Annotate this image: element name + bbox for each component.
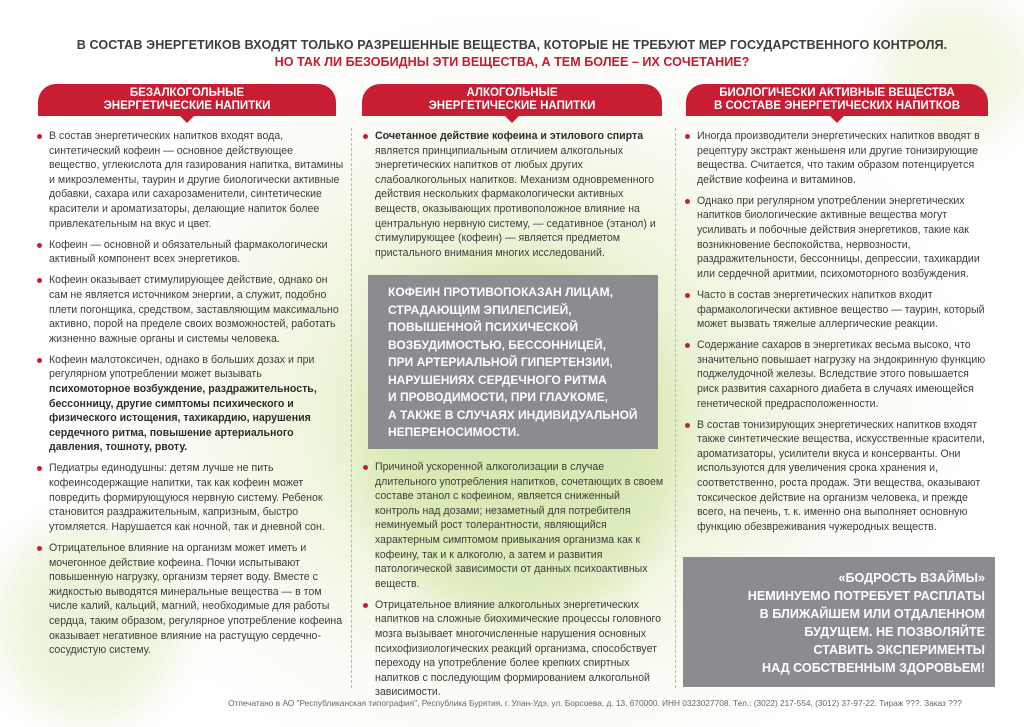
right-column-title (686, 84, 988, 116)
list-item-bold: Сочетанное действие кофеина и этилового спирта (375, 130, 644, 142)
box-line: НЕПЕРЕНОСИМОСТИ. (388, 425, 520, 439)
box-line: НЕМИНУЕМО ПОТРЕБУЕТ РАСПЛАТЫ (747, 589, 985, 603)
list-item-text: является принципиальным отличием алкогольных энергетических напитков от любых других слабоалкогольных напитков. Механизм одновременного действия нескольких фармакологически активных веществ, оказывающих противоположное влияние на центральную нервную систему, — седативное (этанол) и стимулирующее (кофеин) — является предметом пристального внимания многих исследований. (375, 144, 656, 259)
box-line: НАРУШЕНИЯХ СЕРДЕЧНОГО РИТМА (388, 372, 607, 387)
list-item: Кофеин оказывает стимулирующее действие, однако он сам не является источником энергии, а служит, подобно плети погонщика, средством, заставляющим максимально активно, порой на пределе своих возможностей, работать жизненно важные органы и системы человека. (36, 273, 346, 346)
box-line: СТРАДАЮЩИМ ЭПИЛЕПСИЕЙ, (388, 302, 572, 317)
list-item-bold: психомоторное возбуждение, раздражительность, бессонницу, другие симптомы психического и физического истощения, тахикардию, нарушения сердечного ритма, повышение артериального давления, тошноту, рвоту. (49, 383, 317, 454)
box-line: ПРИ АРТЕРИАЛЬНОЙ ГИПЕРТЕНЗИИ, (388, 355, 613, 369)
right-title-line-2: В СОСТАВЕ ЭНЕРГЕТИЧЕСКИХ НАПИТКОВ (713, 100, 961, 112)
box-line: А ТАКЖЕ В СЛУЧАЯХ ИНДИВИДУАЛЬНОЙ (388, 407, 638, 422)
box-line: СТАВИТЬ ЭКСПЕРИМЕНТЫ (813, 643, 985, 657)
list-item: В состав тонизирующих энергетических напитков входят также синтетические вещества, искусственные красители, ароматизаторы, усилители вкуса и консерванты. Они используются для увеличения срока хранения и, соответственно, роста продаж. Эти вещества, оказывают токсическое действие на организм человека, и прежде всего, на печень, т. к. именно она выполняет основную функцию обезвреживания чужеродных веществ. (684, 418, 990, 535)
header-line-1: В СОСТАВ ЭНЕРГЕТИКОВ ВХОДЯТ ТОЛЬКО РАЗРЕШЕННЫЕ ВЕЩЕСТВА, КОТОРЫЕ НЕ ТРЕБУЮТ МЕР ГОСУДАРСТВЕННОГО КОНТРОЛЯ. (76, 38, 948, 52)
box-line: ВОЗБУДИМОСТЬЮ, БЕССОННИЦЕЙ, (388, 337, 606, 352)
list-item: Отрицательное влияние алкогольных энергетических напитков на сложные биохимические процессы головного мозга вызывает многочисленные нарушения основных психофизиологических реакций организма, способствует переходу на употребление более крепких спиртных напитков с последующим формированием алкогольной зависимости. (362, 598, 664, 700)
list-item (362, 129, 664, 260)
middle-column-list-bottom (362, 460, 664, 707)
box-line: ПОВЫШЕННОЙ ПСИХИЧЕСКОЙ (388, 320, 578, 334)
left-title-line-2: ЭНЕРГЕТИЧЕСКИЕ НАПИТКИ (103, 100, 271, 112)
middle-column-title (362, 84, 662, 116)
left-title-line-1: БЕЗАЛКОГОЛЬНЫЕ (129, 87, 245, 99)
box-line: И ПРОВОДИМОСТИ, ПРИ ГЛАУКОМЕ, (388, 390, 608, 404)
list-item-text: Кофеин малотоксичен, однако в больших дозах и при регулярном употреблении может вызывать (49, 353, 315, 381)
background-leaf (880, 0, 1024, 140)
list-item: В состав энергетических напитков входят вода, синтетический кофеин — основное действующее вещество, углекислота для газирования напитка, витамины и микроэлементы, таурин и другие биологически активные добавки, сахара или сахарозаменители, синтетические красители и ароматизаторы, делающие напиток более привлекательным на вкус и цвет. (36, 129, 346, 231)
list-item: Однако при регулярном употреблении энергетических напитков биологические активные вещества могут усиливать и побочные действия энергетиков, такие как возникновение беспокойства, нервозности, раздражительности, бессонницы, депрессии, тахикардии или сердечной аритмии, психомоторного возбуждения. (684, 194, 990, 282)
header-line-2: НО ТАК ЛИ БЕЗОБИДНЫ ЭТИ ВЕЩЕСТВА, А ТЕМ БОЛЕЕ – ИХ СОЧЕТАНИЕ? (274, 55, 750, 69)
middle-title-line-1: АЛКОГОЛЬНЫЕ (466, 87, 558, 99)
list-item: Отрицательное влияние на организм может иметь и мочегонное действие кофеина. Почки испытывают повышенную нагрузку, организм теряет воду. Вместе с жидкостью выводятся минеральные вещества — в том числе калий, кальций, магний, необходимые для работы сердца, таким образом, регулярное употребление кофеина оказывает негативное влияние на растущую сердечно-сосудистую систему. (36, 541, 346, 658)
warning-box (683, 557, 995, 687)
column-divider (351, 128, 352, 688)
column-divider (675, 128, 676, 688)
left-column-title (38, 84, 336, 116)
list-item: Причиной ускоренной алкоголизации в случае длительного употребления напитков, сочетающих в своем составе этанол с кофеином, является сниженный контроль над дозами; незаметный для потребителя неминуемый рост толерантности, являющийся характерным симптомом привыкания организма как к кофеину, так и к алкоголю, а затем и развития патологической зависимости от данных психоактивных веществ. (362, 460, 664, 591)
middle-column-list-top (362, 129, 664, 267)
list-item: Содержание сахаров в энергетиках весьма высоко, что значительно повышает нагрузку на эндокринную функцию поджелудочной железы. Вследствие этого повышается риск развития сахарного диабета в случаях имеющейся генетической предрасположенности. (684, 338, 990, 411)
contraindications-box (368, 275, 658, 449)
box-line: КОФЕИН ПРОТИВОПОКАЗАН ЛИЦАМ, (388, 285, 613, 299)
print-imprint: Отпечатано в АО "Республиканская типография", Республика Бурятия, г. Улан-Удэ, ул. Борсоева, д. 13, 670000. ИНН 0323027708. Тел.: (3022) 217-554, (3012) 37-97-22. Тираж ???. Заказ ??? (228, 698, 962, 708)
list-item: Иногда производители энергетических напитков вводят в рецептуру экстракт женьшеня или другие тонизирующие вещества. Считается, что таким образом потенцируется действие кофеина и витаминов. (684, 129, 990, 187)
page-header (0, 38, 1024, 69)
list-item: Педиатры единодушны: детям лучше не пить кофеинсодержащие напитки, так как кофеин может повредить формирующуюся нервную систему. Ребенок становится раздражительным, капризным, быстро утомляется. Нарушается как ночной, так и дневной сон. (36, 461, 346, 534)
list-item: Кофеин — основной и обязательный фармакологически активный компонент всех энергетиков. (36, 238, 346, 267)
box-line: БУДУЩЕМ. НЕ ПОЗВОЛЯЙТЕ (804, 625, 985, 639)
middle-title-line-2: ЭНЕРГЕТИЧЕСКИЕ НАПИТКИ (428, 100, 596, 112)
list-item (36, 353, 346, 455)
left-column-list (36, 129, 346, 664)
right-title-line-1: БИОЛОГИЧЕСКИ АКТИВНЫЕ ВЕЩЕСТВА (719, 87, 955, 99)
right-column-list (684, 129, 990, 541)
list-item: Часто в состав энергетических напитков входит фармакологически активное вещество — таурин, который может вызвать тяжелые аллергические реакции. (684, 288, 990, 332)
box-line: НАД СОБСТВЕННЫМ ЗДОРОВЬЕМ! (762, 661, 985, 675)
box-line: В БЛИЖАЙШЕМ ИЛИ ОТДАЛЕННОМ (759, 607, 985, 621)
box-line: «БОДРОСТЬ ВЗАЙМЫ» (838, 571, 985, 585)
